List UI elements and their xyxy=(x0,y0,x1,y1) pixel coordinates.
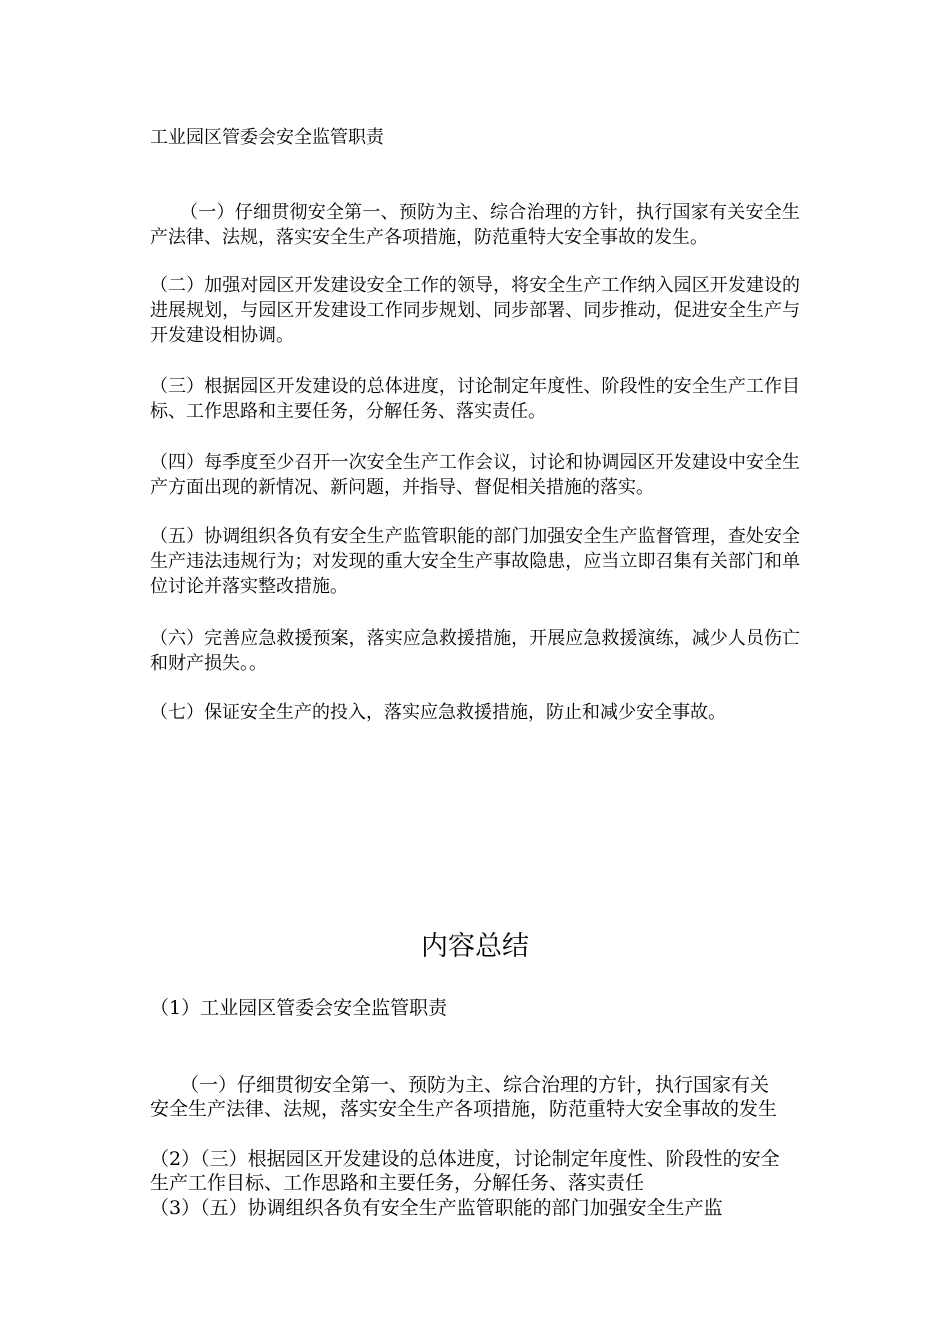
paragraph-7: （七）保证安全生产的投入，落实应急救援措施，防止和减少安全事故。 xyxy=(150,702,726,723)
paragraph-6: （六）完善应急救援预案，落实应急救援措施，开展应急救援演练，减少人员伤亡和财产损失。。 xyxy=(150,628,800,674)
paragraph-5: （五）协调组织各负有安全生产监管职能的部门加强安全生产监督管理，查处安全生产违法违规行为；对发现的重大安全生产事故隐患，应当立即召集有关部门和单位讨论并落实整改措施。 xyxy=(150,526,800,597)
paragraph-1: （一）仔细贯彻安全第一、预防为主、综合治理的方针，执行国家有关安全生产法律、法规，落实安全生产各项措施，防范重特大安全事故的发生。 xyxy=(150,202,800,248)
summary-item-1: （1）工业园区管委会安全监管职责 xyxy=(150,997,448,1019)
summary-item-3: （2）（三）根据园区开发建设的总体进度，讨论制定年度性、阶段性的安全生产工作目标、工作思路和主要任务，分解任务、落实责任 xyxy=(150,1148,780,1194)
paragraph-4: （四）每季度至少召开一次安全生产工作会议，讨论和协调园区开发建设中安全生产方面出现的新情况、新问题，并指导、督促相关措施的落实。 xyxy=(150,452,800,498)
summary-item-4: （3）（五）协调组织各负有安全生产监管职能的部门加强安全生产监 xyxy=(150,1197,723,1219)
paragraph-3: （三）根据园区开发建设的总体进度，讨论制定年度性、阶段性的安全生产工作目标、工作思路和主要任务，分解任务、落实责任。 xyxy=(150,376,800,422)
document-title: 工业园区管委会安全监管职责 xyxy=(150,127,384,148)
paragraph-2: （二）加强对园区开发建设安全工作的领导，将安全生产工作纳入园区开发建设的进展规划，与园区开发建设工作同步规划、同步部署、同步推动，促进安全生产与开发建设相协调。 xyxy=(150,275,800,346)
summary-heading: 内容总结 xyxy=(421,931,529,962)
summary-item-2: （一）仔细贯彻安全第一、预防为主、综合治理的方针，执行国家有关安全生产法律、法规，落实安全生产各项措施，防范重特大安全事故的发生 xyxy=(150,1074,778,1120)
